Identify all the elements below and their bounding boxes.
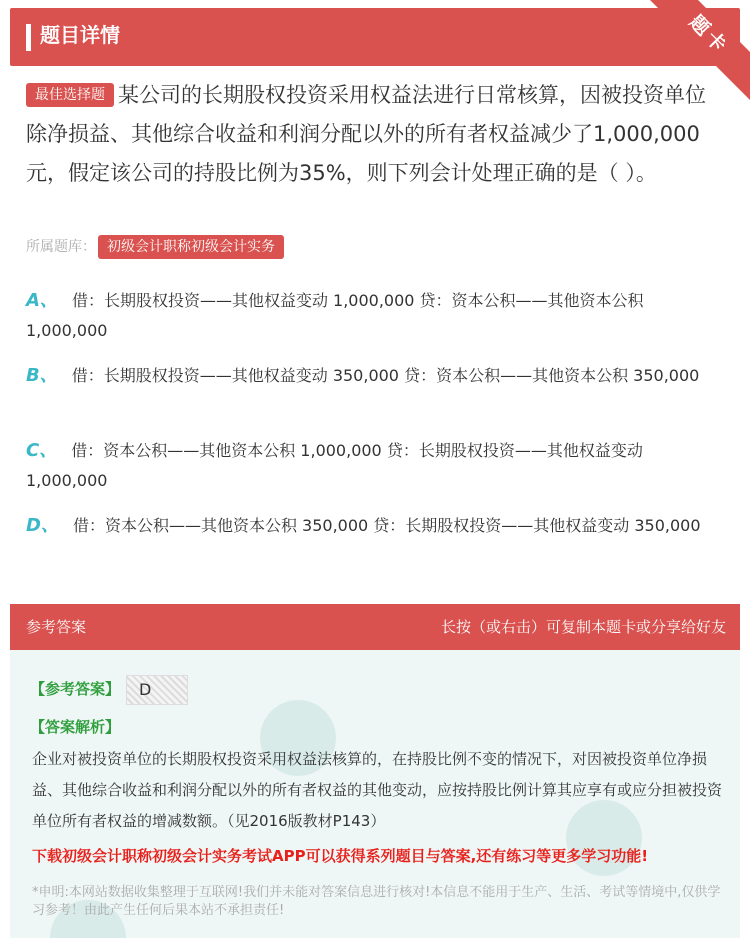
option-b[interactable] — [26, 361, 726, 391]
answer-value: D — [126, 675, 188, 705]
option-letter: B、 — [26, 365, 58, 386]
option-d[interactable] — [26, 511, 726, 541]
option-letter: C、 — [26, 440, 58, 461]
page-header — [10, 8, 740, 66]
ribbon-label: 题卡 — [650, 0, 750, 100]
app-promo-link[interactable]: 下载初级会计职称初级会计实务考试APP可以获得系列题目与答案,还有练习等更多学习功能! — [32, 847, 649, 865]
option-a[interactable] — [26, 286, 726, 346]
question-bank — [26, 234, 284, 260]
answer-label: 【参考答案】 — [30, 680, 121, 698]
option-text: 借：长期股权投资——其他权益变动 350,000 贷：资本公积——其他资本公积 350,000 — [71, 366, 700, 385]
page-title: 题目详情 — [40, 23, 120, 47]
question-type-badge: 最佳选择题 — [26, 83, 114, 107]
reference-answer — [30, 674, 188, 704]
share-hint: 长按（或右击）可复制本题卡或分享给好友 — [440, 618, 726, 636]
bank-tag[interactable]: 初级会计职称初级会计实务 — [98, 235, 284, 259]
option-letter: D、 — [26, 515, 59, 536]
bank-label: 所属题库： — [26, 239, 96, 255]
option-text: 借：资本公积——其他资本公积 350,000 贷：长期股权投资——其他权益变动 350,000 — [72, 516, 701, 535]
option-text: 借：长期股权投资——其他权益变动 1,000,000 贷：资本公积——其他资本公积 1,000,000 — [26, 291, 644, 340]
header-accent-bar — [26, 24, 31, 51]
analysis-text: 企业对被投资单位的长期股权投资采用权益法核算的，在持股比例不变的情况下，对因被投资单位净损益、其他综合收益和利润分配以外的所有者权益的其他变动，应按持股比例计算其应享有或应分担被投资单位所有者权益的增减数额。（见2016版教材P143） — [32, 750, 723, 830]
option-text: 借：资本公积——其他资本公积 1,000,000 贷：长期股权投资——其他权益变动 1,000,000 — [26, 441, 643, 490]
disclaimer: *申明:本网站数据收集整理于互联网!我们并未能对答案信息进行核对!本信息不能用于生产、生活、考试等情境中,仅供学习参考！由此产生任何后果本站不承担责任! — [32, 885, 721, 918]
analysis-label: 【答案解析】 — [30, 718, 121, 736]
answer-section-title: 参考答案 — [26, 618, 87, 636]
option-c[interactable] — [26, 436, 726, 496]
question-text: 某公司的长期股权投资采用权益法进行日常核算，因被投资单位除净损益、其他综合收益和利润分配以外的所有者权益减少了1,000,000元，假定该公司的持股比例为35%，则下列会计处理正确的是（ ）。 — [26, 83, 706, 185]
question-stem — [26, 76, 726, 193]
answer-section-header — [10, 604, 740, 650]
answer-section-body — [10, 650, 740, 938]
option-letter: A、 — [26, 290, 58, 311]
